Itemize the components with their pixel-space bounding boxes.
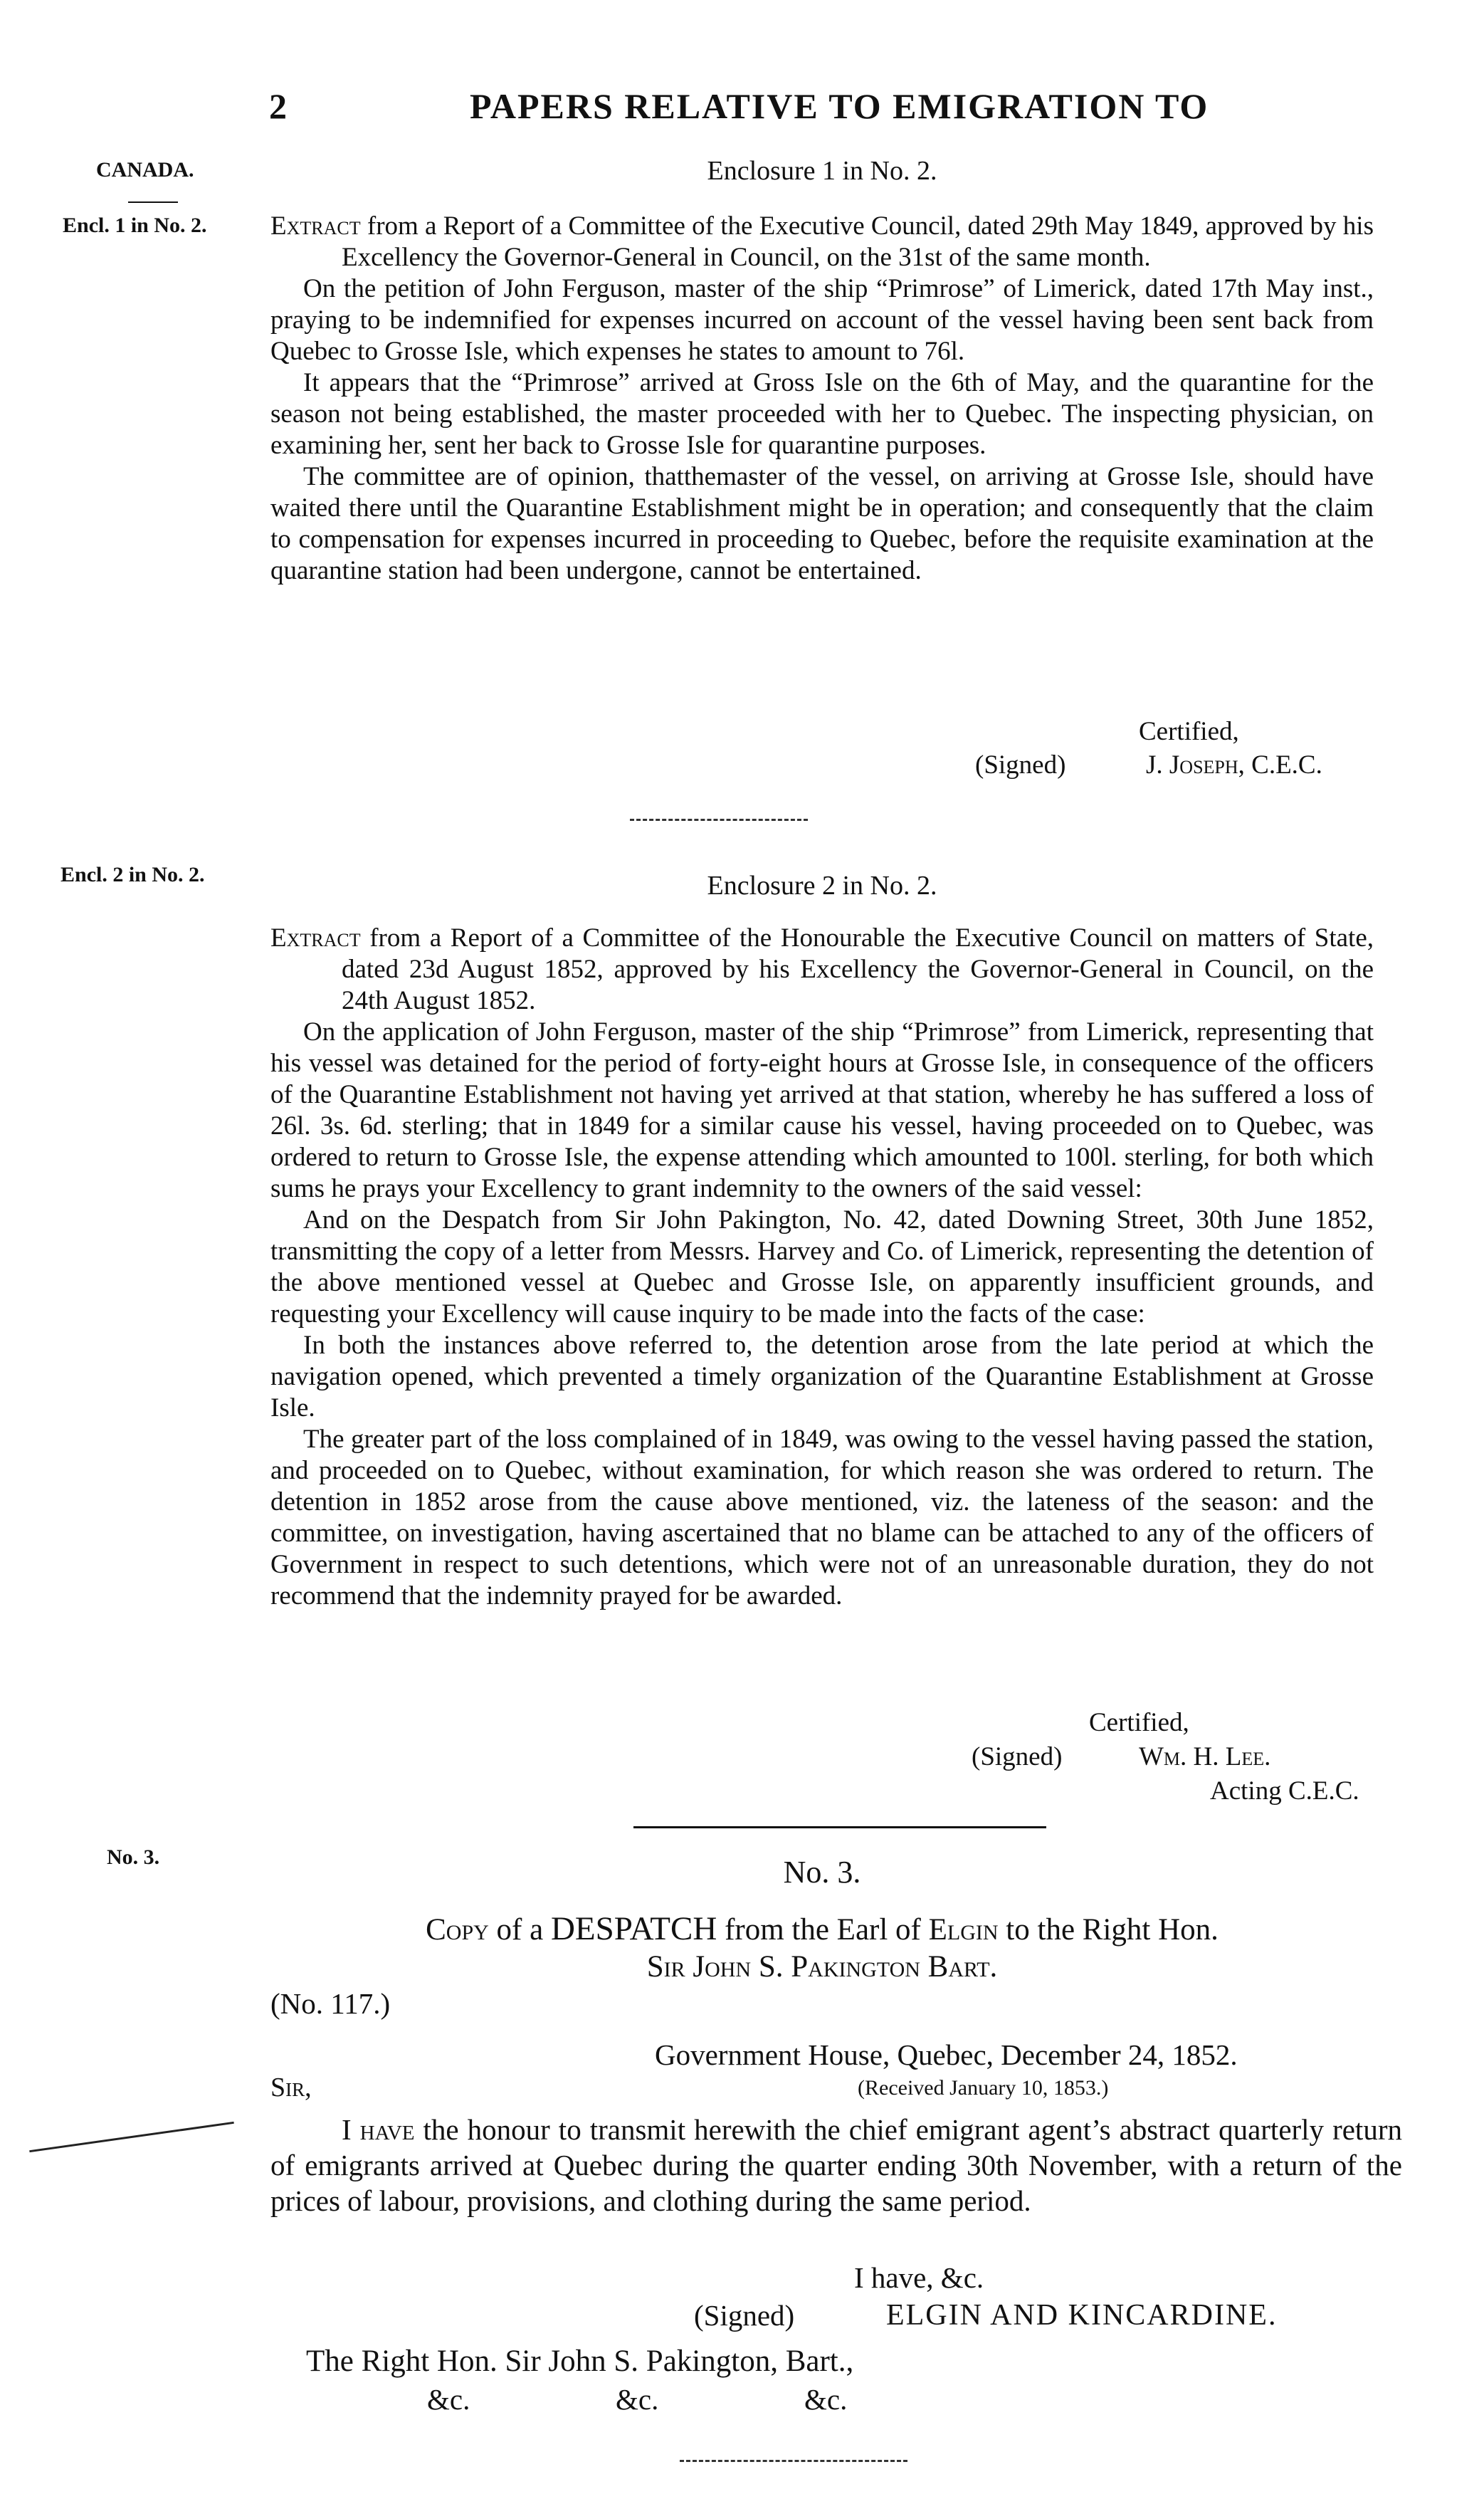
- margin-note-encl1: Encl. 1 in No. 2.: [63, 214, 207, 237]
- no3-etc-1: &c.: [427, 2383, 470, 2416]
- no3-heading: No. 3.: [783, 1855, 861, 1890]
- body-lead: I have: [342, 2113, 415, 2146]
- margin-pointer-line: [29, 2122, 234, 2152]
- body-rest: the honour to transmit herewith the chief emigrant agent’s abstract quarterly return of emigrants arrived at Quebec during the quarter ending 30th November, with a return of the prices of labour, provisions, and clothing during the same period.: [270, 2113, 1402, 2217]
- margin-note-no3: No. 3.: [107, 1845, 160, 1869]
- title-despatch: DESPATCH: [550, 1910, 717, 1947]
- enclosure1-body: [270, 211, 1374, 587]
- enclosure2-certified: Certified,: [1089, 1708, 1189, 1737]
- enclosure2-signer: Wm. H. Lee.: [1139, 1742, 1271, 1771]
- no3-etc-2: &c.: [616, 2383, 659, 2416]
- enclosure2-paragraph-4: The greater part of the loss complained of in 1849, was owing to the vessel having passed the station, and proceeded on to Quebec, without examination, for which reason she was ordered to return. The detention in 1852 arose from the cause above mentioned, viz. the lateness of the season: and the committee, on investigation, having ascertained that no blame can be attached to any of the officers of Government in respect to such detentions, which were not of an unreasonable duration, they do not recommend that the indemnity prayed for be awarded.: [270, 1425, 1374, 1610]
- no3-reference: (No. 117.): [270, 1987, 391, 2020]
- enclosure1-extract: [270, 211, 1374, 273]
- end-divider: [680, 2460, 907, 2462]
- enclosure1-heading: Enclosure 1 in No. 2.: [707, 156, 937, 186]
- no3-title: [270, 1910, 1374, 1986]
- enclosure2-signer-title: Acting C.E.C.: [1210, 1776, 1359, 1806]
- margin-rule: [128, 201, 178, 203]
- extract-rest: from a Report of a Committee of the Honourable the Executive Council on matters of State, dated 23d August 1852, approved by his Excellency the Governor-General in Council, on the 24th August 1852.: [342, 923, 1374, 1015]
- enclosure2-body: [270, 923, 1374, 1612]
- title-of-a: of a: [488, 1913, 551, 1947]
- enclosure2-heading: Enclosure 2 in No. 2.: [707, 871, 937, 901]
- enclosure1-paragraph-2: It appears that the “Primrose” arrived at Gross Isle on the 6th of May, and the quarantine for the season not being established, the master proceeded with her to Quebec. The inspecting physician, on examining her, sent her back to Grosse Isle for quarantine purposes.: [270, 368, 1374, 460]
- no3-etc-3: &c.: [804, 2383, 848, 2416]
- no3-body-paragraph: [270, 2112, 1402, 2218]
- no3-salutation: Sir,: [270, 2073, 312, 2102]
- no3-body: [270, 2112, 1402, 2218]
- title-to: to the Right Hon.: [998, 1913, 1219, 1947]
- no3-title-line1: [270, 1910, 1374, 1949]
- no3-received: (Received January 10, 1853.): [858, 2076, 1109, 2100]
- enclosure1-signer: J. Joseph, C.E.C.: [1146, 750, 1322, 780]
- enclosure2-extract: [270, 923, 1374, 1017]
- no3-title-line2: Sir John S. Pakington Bart.: [646, 1950, 998, 1984]
- margin-note-encl2: Encl. 2 in No. 2.: [60, 863, 205, 886]
- enclosure1-certified: Certified,: [1139, 717, 1239, 746]
- margin-note-canada: CANADA.: [96, 158, 194, 182]
- no3-closing: I have, &c.: [854, 2261, 984, 2294]
- page-number: 2: [269, 86, 287, 126]
- no3-place-date: Government House, Quebec, December 24, 1852.: [655, 2038, 1238, 2071]
- title-from: from the Earl of: [717, 1913, 929, 1947]
- page-title: PAPERS RELATIVE TO EMIGRATION TO: [470, 86, 1209, 126]
- title-elgin: Elgin: [928, 1913, 999, 1947]
- enclosure1-signed: (Signed): [975, 750, 1066, 780]
- title-copy: Copy: [426, 1913, 489, 1947]
- extract-lead: Extract: [270, 211, 361, 241]
- enclosure2-paragraph-1: On the application of John Ferguson, master of the ship “Primrose” from Limerick, representing that his vessel was detained for the period of forty-eight hours at Grosse Isle, in consequence of the officers of the Quarantine Establishment not having yet arrived at that station, whereby he has suffered a loss of 26l. 3s. 6d. sterling; that in 1849 for a similar cause his vessel, having proceeded on to Quebec, was ordered to return to Grosse Isle, the expense attending which amounted to 100l. sterling, for both which sums he prays your Excellency to grant indemnity to the owners of the said vessel:: [270, 1017, 1374, 1203]
- enclosure2-signed: (Signed): [972, 1742, 1063, 1771]
- no3-signed: (Signed): [694, 2299, 795, 2332]
- extract-rest: from a Report of a Committee of the Executive Council, dated 29th May 1849, approved by his Excellency the Governor-General in Council, on the 31st of the same month.: [342, 211, 1374, 272]
- no3-addressee: The Right Hon. Sir John S. Pakington, Bart.,: [306, 2345, 854, 2378]
- section-divider: [630, 819, 808, 821]
- extract-lead: Extract: [270, 923, 361, 953]
- section-rule: [633, 1826, 1046, 1828]
- enclosure2-paragraph-3: In both the instances above referred to, the detention arose from the late period at which the navigation opened, which prevented a timely organization of the Quarantine Establishment at Grosse Isle.: [270, 1331, 1374, 1423]
- no3-signer: ELGIN AND KINCARDINE.: [886, 2299, 1278, 2332]
- enclosure1-paragraph-1: On the petition of John Ferguson, master of the ship “Primrose” of Limerick, dated 17th May inst., praying to be indemnified for expenses incurred on account of the vessel having been sent back from Quebec to Grosse Isle, which expenses he states to amount to 76l.: [270, 274, 1374, 366]
- enclosure1-paragraph-3: The committee are of opinion, thatthemaster of the vessel, on arriving at Grosse Isle, should have waited there until the Quarantine Establishment might be in operation; and consequently that the claim to compensation for expenses incurred in proceeding to Quebec, before the requisite examination at the quarantine station had been undergone, cannot be entertained.: [270, 462, 1374, 585]
- enclosure2-paragraph-2: And on the Despatch from Sir John Pakington, No. 42, dated Downing Street, 30th June 1852, transmitting the copy of a letter from Messrs. Harvey and Co. of Limerick, representing the detention of the above mentioned vessel at Quebec and Grosse Isle, on apparently insufficient grounds, and requesting your Excellency will cause inquiry to be made into the facts of the case:: [270, 1205, 1374, 1329]
